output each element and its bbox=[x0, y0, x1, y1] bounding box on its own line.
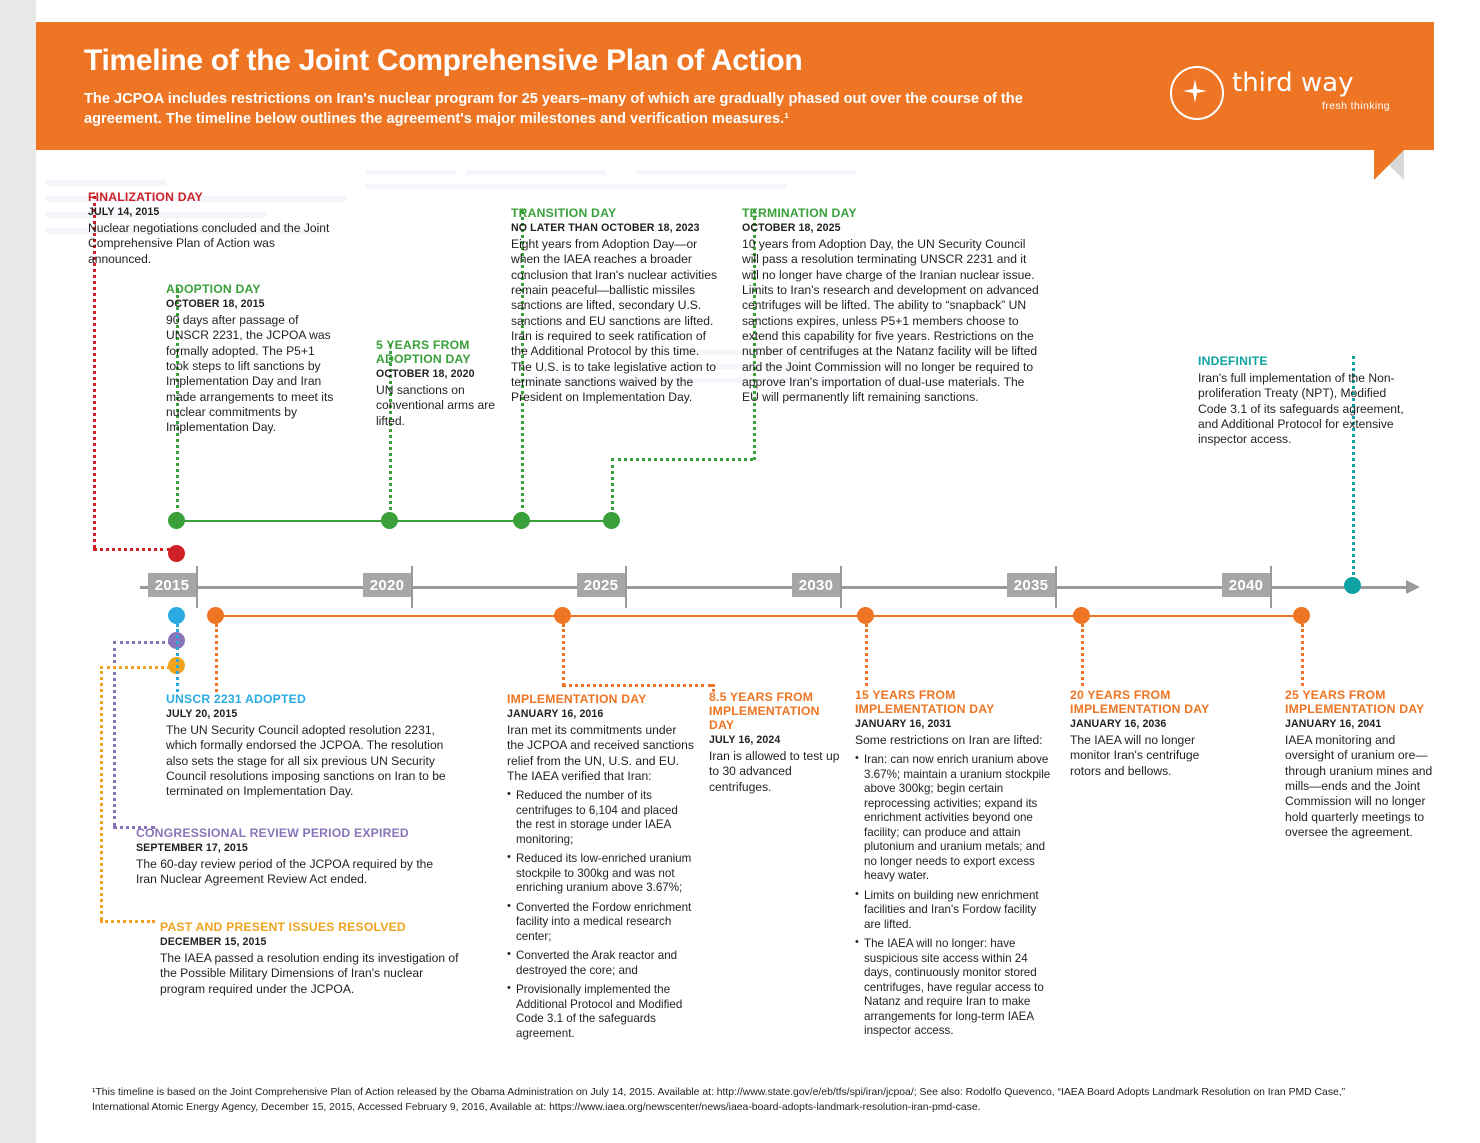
event-adoption-day bbox=[166, 282, 338, 436]
leader-fifteen bbox=[865, 624, 868, 686]
leader-termination-h bbox=[611, 458, 753, 461]
left-margin-strip bbox=[0, 0, 36, 1143]
event-date: JULY 16, 2024 bbox=[709, 734, 781, 747]
event-fifteen-years bbox=[855, 688, 1055, 1039]
list-item: • Reduced its low-enriched uranium stockpile to 300kg and was not enriching uranium above 3.67%; bbox=[507, 852, 695, 895]
event-title: TERMINATION DAY bbox=[742, 206, 857, 220]
page-title: Timeline of the Joint Comprehensive Plan of Action bbox=[84, 44, 803, 77]
list-item: • Provisionally implemented the Additional Protocol and Modified Code 3.1 of the safeguards agreement. bbox=[507, 983, 695, 1041]
axis-year-2025: 2025 bbox=[577, 573, 625, 597]
event-indefinite bbox=[1198, 354, 1410, 448]
event-body: The UN Security Council adopted resolution 2231, which formally endorsed the JCPOA. The resolution also sets the stage for all six previous UN Security Council resolutions imposing sanctions on Iran to be terminated on Implementation Day. bbox=[166, 723, 446, 799]
list-item: • Limits on building new enrichment facilities and Iran's Fordow facility are lifted. bbox=[855, 889, 1055, 932]
milestone-dot-twenty[interactable] bbox=[1073, 607, 1090, 624]
event-title: 8.5 YEARS FROM IMPLEMENTATION DAY bbox=[709, 690, 820, 733]
event-date: OCTOBER 18, 2015 bbox=[166, 298, 265, 311]
event-title: PAST AND PRESENT ISSUES RESOLVED bbox=[160, 920, 406, 934]
event-title: INDEFINITE bbox=[1198, 354, 1268, 368]
event-date: OCTOBER 18, 2020 bbox=[376, 368, 475, 381]
event-body: 10 years from Adoption Day, the UN Security Council will pass a resolution terminating UNSCR 2231 and it will no longer have charge of the Iranian nuclear issue. Limits to Iran's research and development on advanced centrifuges will be lifted. The ability to “snapback” UN sanctions expires, unless P5+1 members choose to extend this capability for five years. Restrictions on the number of centrifuges at the Natanz facility will be lifted and the Joint Commission will no longer be required to approve Iran's importation of dual-use materials. The EU will permanently lift remaining sanctions. bbox=[742, 237, 1039, 405]
event-congressional-review-period-expired bbox=[136, 826, 448, 888]
event-title: TRANSITION DAY bbox=[511, 206, 617, 220]
event-date: JANUARY 16, 2041 bbox=[1285, 718, 1382, 731]
event-date: DECEMBER 15, 2015 bbox=[160, 936, 267, 949]
milestone-dot-fifteen[interactable] bbox=[857, 607, 874, 624]
event-body: Iran is allowed to test up to 30 advanced centrifuges. bbox=[709, 749, 840, 794]
event-title: 15 YEARS FROM IMPLEMENTATION DAY bbox=[855, 688, 995, 717]
event-title: 5 YEARS FROM ADOPTION DAY bbox=[376, 338, 471, 367]
leader-past-h bbox=[100, 666, 170, 669]
axis-year-2035: 2035 bbox=[1007, 573, 1055, 597]
list-item: • Iran: can now enrich uranium above 3.67%; maintain a uranium stockpile above 300kg; begin certain reprocessing activities; expand its enrichment activities beyond one facility; can produce and attain plutonium and uranium metals; and no longer needs to export excess heavy water. bbox=[855, 753, 1055, 883]
footnote: ¹This timeline is based on the Joint Comprehensive Plan of Action released by the Obama Administration on July 14, 2015. Available at: http://www.state.gov/e/eb/tfs/spi/iran/jcpoa/; See also: Rodolfo Quevenco, “IAEA Board Adopts Landmark Resolution on Iran PMD Case,” International Atomic Energy Agency, December 15, 2015, Accessed February 9, 2016, Available at: https://www.iaea.org/newscenter/news/iaea-board-adopts-landmark-resolution-iran-pmd-case. bbox=[92, 1087, 1346, 1113]
header-notch bbox=[1374, 150, 1404, 180]
logo-wordmark: third way bbox=[1232, 68, 1354, 98]
axis-tick bbox=[411, 566, 413, 608]
leader-twentyfive bbox=[1301, 624, 1304, 686]
event-title: IMPLEMENTATION DAY bbox=[507, 692, 647, 706]
leader-termination-v bbox=[611, 458, 614, 516]
event-twentyfive-years bbox=[1285, 688, 1433, 840]
event-date: JANUARY 16, 2016 bbox=[507, 708, 604, 721]
event-title: UNSCR 2231 ADOPTED bbox=[166, 692, 306, 706]
event-twenty-years bbox=[1070, 688, 1218, 779]
event-date: JULY 14, 2015 bbox=[88, 206, 160, 219]
leader-unscr bbox=[176, 624, 179, 692]
event-title: ADOPTION DAY bbox=[166, 282, 261, 296]
event-bullets bbox=[855, 753, 1055, 1038]
list-item: • Reduced the number of its centrifuges to 6,104 and placed the rest in storage under IAEA monitoring; bbox=[507, 789, 695, 847]
event-body: 90 days after passage of UNSCR 2231, the JCPOA was formally adopted. The P5+1 took steps to lift sanctions by Implementation Day and Iran made arrangements to meet its nuclear commitments by Implementation Day. bbox=[166, 313, 334, 435]
event-body: Some restrictions on Iran are lifted: bbox=[855, 733, 1043, 748]
list-item: • The IAEA will no longer: have suspicious site access within 24 days, continuously monitor stored centrifuges, have regular access to Natanz and require Iran to make arrangements for long-term IAEA inspector access. bbox=[855, 937, 1055, 1038]
event-date: JULY 20, 2015 bbox=[166, 708, 238, 721]
axis-tick bbox=[840, 566, 842, 608]
milestone-dot-unscr[interactable] bbox=[168, 607, 185, 624]
timeline-arrow-icon bbox=[1406, 580, 1420, 594]
event-transition-day bbox=[511, 206, 723, 406]
event-body: The 60-day review period of the JCPOA required by the Iran Nuclear Agreement Review Act ended. bbox=[136, 857, 434, 887]
event-title: CONGRESSIONAL REVIEW PERIOD EXPIRED bbox=[136, 826, 409, 840]
logo-tagline: fresh thinking bbox=[1322, 100, 1391, 112]
orange-connector-line bbox=[216, 615, 1302, 617]
leader-eight-half-h bbox=[562, 684, 712, 687]
axis-year-2015: 2015 bbox=[148, 573, 196, 597]
event-date: NO LATER THAN OCTOBER 18, 2023 bbox=[511, 222, 700, 235]
event-eight-point-five-years bbox=[709, 690, 843, 795]
event-body: The IAEA passed a resolution ending its investigation of the Possible Military Dimensions of Iran's nuclear program required under the JCPOA. bbox=[160, 951, 459, 996]
milestone-dot-implementation[interactable] bbox=[207, 607, 224, 624]
list-item: • Converted the Fordow enrichment facility into a medical research center; bbox=[507, 901, 695, 944]
event-title: 25 YEARS FROM IMPLEMENTATION DAY bbox=[1285, 688, 1425, 717]
event-title: 20 YEARS FROM IMPLEMENTATION DAY bbox=[1070, 688, 1210, 717]
event-five-years-from-adoption bbox=[376, 338, 498, 429]
axis-tick bbox=[1270, 566, 1272, 608]
compass-star-icon bbox=[1183, 79, 1207, 103]
leader-finalization-h bbox=[93, 548, 171, 551]
header-banner bbox=[36, 22, 1434, 150]
leader-implementation bbox=[215, 624, 218, 692]
third-way-logo bbox=[1170, 62, 1400, 124]
event-body: The IAEA will no longer monitor Iran's centrifuge rotors and bellows. bbox=[1070, 733, 1200, 778]
event-title: FINALIZATION DAY bbox=[88, 190, 203, 204]
event-body: Iran met its commitments under the JCPOA and received sanctions relief from the UN, U.S. and EU. The IAEA verified that Iran: bbox=[507, 723, 694, 784]
event-date: JANUARY 16, 2031 bbox=[855, 718, 952, 731]
header-subtitle: The JCPOA includes restrictions on Iran's nuclear program for 25 years–many of which are gradually phased out over the course of the agreement. The timeline below outlines the agreement's major milestones and verification measures.¹ bbox=[84, 91, 1023, 127]
event-body: Nuclear negotiations concluded and the Joint Comprehensive Plan of Action was announced. bbox=[88, 221, 330, 266]
event-date: JANUARY 16, 2036 bbox=[1070, 718, 1167, 731]
leader-past-v bbox=[100, 666, 103, 920]
milestone-dot-eight-half[interactable] bbox=[554, 607, 571, 624]
event-date: OCTOBER 18, 2025 bbox=[742, 222, 841, 235]
timeline-axis bbox=[140, 586, 1410, 589]
axis-tick bbox=[625, 566, 627, 608]
axis-year-2020: 2020 bbox=[363, 573, 411, 597]
event-body: UN sanctions on conventional arms are lifted. bbox=[376, 383, 495, 428]
event-body: Eight years from Adoption Day—or when the IAEA reaches a broader conclusion that Iran's nuclear activities remain peaceful—ballistic missiles sanctions are lifted, secondary U.S. sanctions and EU sanctions are lifted. Iran is required to seek ratification of the Additional Protocol by this time. The U.S. is to take legislative action to terminate sanctions waived by the President on Implementation Day. bbox=[511, 237, 717, 405]
leader-eight-half-v bbox=[562, 624, 565, 686]
axis-year-2040: 2040 bbox=[1222, 573, 1270, 597]
event-implementation-day bbox=[507, 692, 695, 1041]
axis-tick bbox=[196, 566, 198, 608]
axis-year-2030: 2030 bbox=[792, 573, 840, 597]
axis-tick bbox=[1055, 566, 1057, 608]
event-unscr-2231-adopted bbox=[166, 692, 466, 800]
event-date: SEPTEMBER 17, 2015 bbox=[136, 842, 248, 855]
event-past-and-present-issues-resolved bbox=[160, 920, 460, 997]
leader-congressional-h bbox=[113, 641, 171, 644]
event-bullets bbox=[507, 789, 695, 1041]
leader-twenty bbox=[1081, 624, 1084, 686]
event-finalization-day bbox=[88, 190, 338, 267]
event-body: Iran's full implementation of the Non-proliferation Treaty (NPT), Modified Code 3.1 of its safeguards agreement, and Additional Protocol for extensive inspector access. bbox=[1198, 371, 1404, 447]
event-body: IAEA monitoring and oversight of uranium ore—through uranium mines and mills—ends and the Joint Commission will no longer hold quarterly meetings to oversee the agreement. bbox=[1285, 733, 1433, 840]
event-termination-day bbox=[742, 206, 1042, 406]
list-item: • Converted the Arak reactor and destroyed the core; and bbox=[507, 949, 695, 978]
milestone-dot-twentyfive[interactable] bbox=[1293, 607, 1310, 624]
leader-past-h2 bbox=[100, 920, 155, 923]
